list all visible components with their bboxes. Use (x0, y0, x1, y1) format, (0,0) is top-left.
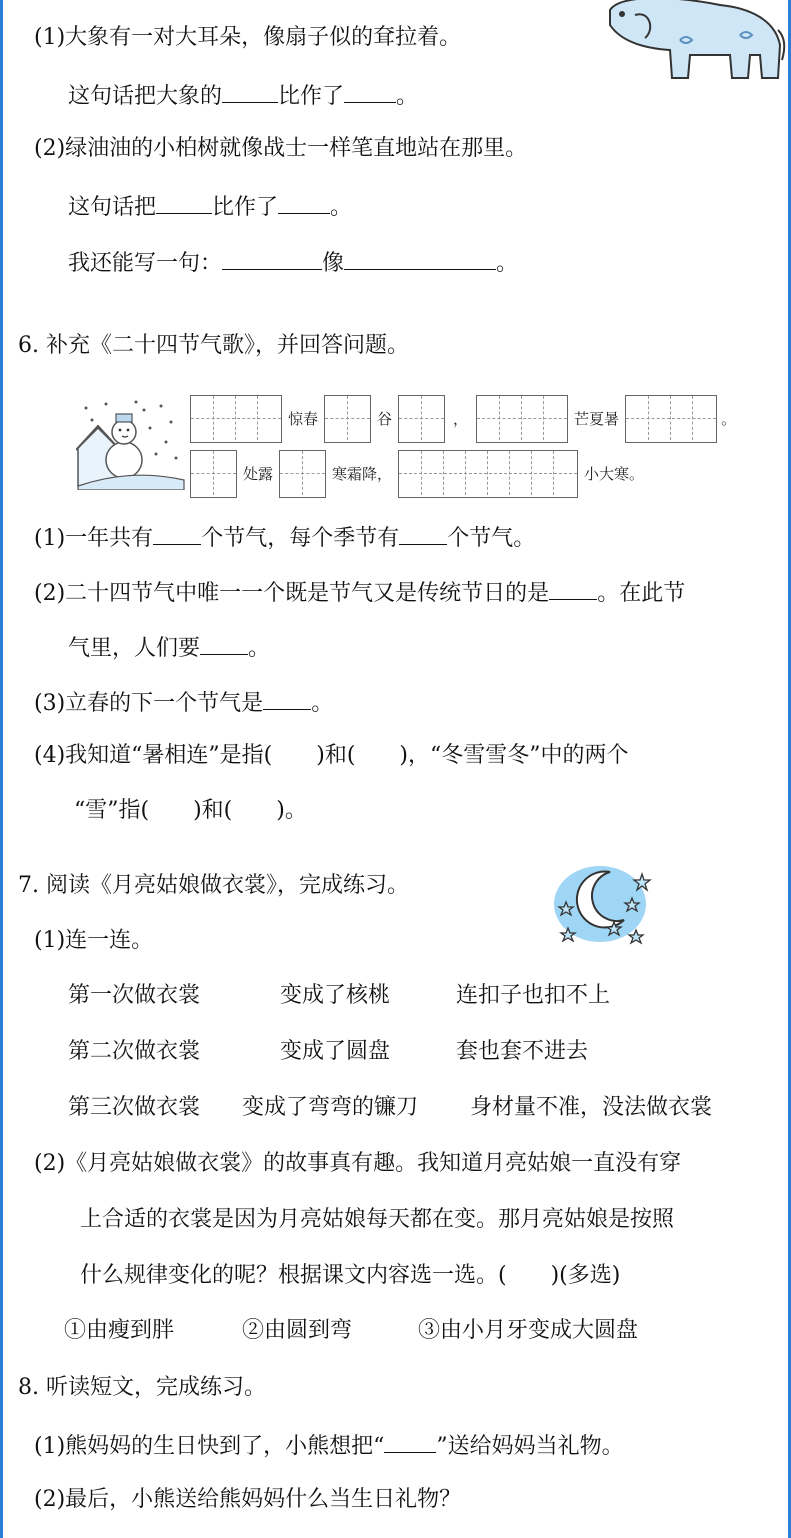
q5-write-mid: 像 (322, 251, 345, 276)
q5-item2-answer (68, 189, 352, 224)
q5-write-end: 。 (496, 251, 519, 276)
poem-text: ， (453, 409, 469, 428)
poem-blank-grid[interactable] (324, 395, 371, 443)
q7-sub2-line2: 上合适的衣裳是因为月亮姑娘每天都在变。那月亮姑娘是按照 (80, 1207, 675, 1232)
poem-blank-grid[interactable] (190, 450, 237, 498)
poem-blank-grid[interactable] (190, 395, 282, 443)
q5-item1-answer (68, 78, 418, 113)
page-frame-left (0, 0, 3, 1538)
q7-sub1-text: 连一连。 (65, 928, 154, 953)
q6-sub4-cont: “雪”指( )和( )。 (74, 798, 307, 823)
q5-item2-answer-mid: 比作了 (212, 195, 279, 220)
match-row (280, 980, 390, 1012)
match-left-item[interactable]: 第三次做衣裳 (68, 1095, 201, 1120)
q7-sub1 (34, 925, 153, 957)
q6-sub1 (34, 520, 535, 555)
match-row (242, 1092, 418, 1124)
match-row (470, 1092, 712, 1124)
q6-sub2-text: 。在此节 (597, 581, 686, 606)
q5-item1-number: (1) (34, 25, 66, 50)
match-row (68, 1092, 200, 1124)
q8-title: 8. 听读短文，完成练习。 (18, 1375, 266, 1400)
poem-text: 寒霜降， (332, 464, 393, 483)
q8-sub1 (34, 1428, 624, 1463)
q5-item2-text: 绿油油的小柏树就像战士一样笔直地站在那里。 (65, 136, 528, 161)
q5-item1-text: 大象有一对大耳朵，像扇子似的耷拉着。 (65, 25, 462, 50)
q6-sub1-number: (1) (34, 526, 66, 551)
answer-blank[interactable] (344, 78, 396, 103)
q5-item1-answer-mid: 比作了 (278, 84, 345, 109)
match-right-item[interactable]: 套也套不进去 (456, 1039, 589, 1064)
answer-blank[interactable] (399, 520, 447, 545)
q6-sub2 (34, 575, 685, 610)
q5-item1-answer-end: 。 (396, 84, 419, 109)
answer-blank[interactable] (549, 575, 597, 600)
q7-sub2 (34, 1148, 681, 1180)
answer-blank[interactable] (200, 630, 248, 655)
poem-text: 谷 (377, 409, 393, 428)
match-right-item[interactable]: 身材量不准，没法做衣裳 (470, 1095, 713, 1120)
answer-blank[interactable] (263, 685, 311, 710)
poem-text: 惊春 (288, 409, 319, 428)
answer-blank[interactable] (278, 189, 330, 214)
match-row (280, 1036, 390, 1068)
q6-sub2-number: (2) (34, 581, 66, 606)
answer-blank[interactable] (384, 1428, 436, 1453)
poem-blank-grid[interactable] (476, 395, 568, 443)
q6-sub2-text: 气里，人们要 (68, 636, 201, 661)
q5-item2-write (68, 245, 518, 280)
q6-sub3-text: 立春的下一个节气是 (65, 691, 264, 716)
elephant-illustration (600, 0, 790, 82)
answer-blank[interactable] (156, 189, 212, 214)
poem-text: 处露 (243, 464, 274, 483)
q6-sub3 (34, 685, 333, 720)
poem-text: 芒夏暑 (574, 409, 620, 428)
q5-item2-answer-prefix: 这句话把 (68, 195, 157, 220)
q7-option-2[interactable]: ②由圆到弯 (242, 1318, 353, 1343)
q8-sub1-number: (1) (34, 1434, 66, 1459)
q7-sub2-number: (2) (34, 1151, 66, 1176)
q7-sub1-number: (1) (34, 928, 66, 953)
poem-text: 。 (721, 409, 737, 428)
q6-sub1-text: 个节气，每个季节有 (201, 526, 400, 551)
match-middle-item[interactable]: 变成了圆盘 (280, 1039, 391, 1064)
q6-sub3-number: (3) (34, 691, 66, 716)
poem-blank-grid[interactable] (625, 395, 717, 443)
q5-item1-answer-prefix: 这句话把大象的 (68, 84, 223, 109)
poem-blank-grid[interactable] (279, 450, 326, 498)
q6-sub2-text: 二十四节气中唯一一个既是节气又是传统节日的是 (65, 581, 550, 606)
match-row (68, 980, 200, 1012)
poem-blank-grid[interactable] (398, 395, 445, 443)
answer-blank[interactable] (344, 245, 496, 270)
poem-row-2 (190, 450, 644, 498)
match-left-item[interactable]: 第一次做衣裳 (68, 983, 201, 1008)
q6-sub1-text: 一年共有 (65, 526, 154, 551)
match-row (456, 980, 610, 1012)
q8-sub1-text: 熊妈妈的生日快到了，小熊想把“ (65, 1434, 385, 1459)
match-row (456, 1036, 588, 1068)
snowman-illustration (76, 398, 186, 490)
q8-sub2-number: (2) (34, 1487, 66, 1512)
q7-sub2-text: 《月亮姑娘做衣裳》的故事真有趣。我知道月亮姑娘一直没有穿 (65, 1151, 682, 1176)
answer-blank[interactable] (222, 245, 322, 270)
answer-blank[interactable] (153, 520, 201, 545)
q7-sub2-line3: 什么规律变化的呢？根据课文内容选一选。( )(多选) (80, 1263, 621, 1288)
q8-sub2 (34, 1484, 461, 1516)
q6-sub4-number: (4) (34, 743, 66, 768)
poem-text: 小大寒。 (584, 464, 645, 483)
q6-sub2-cont (68, 630, 270, 665)
poem-blank-grid[interactable] (398, 450, 578, 498)
moon-illustration (552, 862, 652, 946)
q5-item2 (34, 133, 527, 165)
q5-item2-number: (2) (34, 136, 66, 161)
q6-sub3-text: 。 (311, 691, 334, 716)
q6-sub4 (34, 740, 629, 772)
q8-sub1-text: ”送给妈妈当礼物。 (436, 1434, 624, 1459)
match-left-item[interactable]: 第二次做衣裳 (68, 1039, 201, 1064)
match-row (68, 1036, 200, 1068)
q8-sub2-text: 最后，小熊送给熊妈妈什么当生日礼物？ (65, 1487, 462, 1512)
match-right-item[interactable]: 连扣子也扣不上 (456, 983, 611, 1008)
q5-item1 (34, 22, 461, 54)
q6-sub4-text: 我知道“暑相连”是指( )和( )，“冬雪雪冬”中的两个 (65, 743, 629, 768)
match-middle-item[interactable]: 变成了弯弯的镰刀 (242, 1095, 419, 1120)
q6-sub2-text: 。 (248, 636, 271, 661)
q5-write-prefix: 我还能写一句： (68, 251, 223, 276)
q7-option-3[interactable]: ③由小月牙变成大圆盘 (418, 1318, 639, 1343)
q5-item2-answer-end: 。 (330, 195, 353, 220)
q6-title: 6. 补充《二十四节气歌》，并回答问题。 (18, 333, 409, 358)
q6-sub1-text: 个节气。 (447, 526, 536, 551)
poem-row-1 (190, 395, 736, 443)
q7-option-1[interactable]: ①由瘦到胖 (64, 1318, 175, 1343)
match-middle-item[interactable]: 变成了核桃 (280, 983, 391, 1008)
answer-blank[interactable] (222, 78, 278, 103)
q7-title: 7. 阅读《月亮姑娘做衣裳》，完成练习。 (18, 873, 409, 898)
